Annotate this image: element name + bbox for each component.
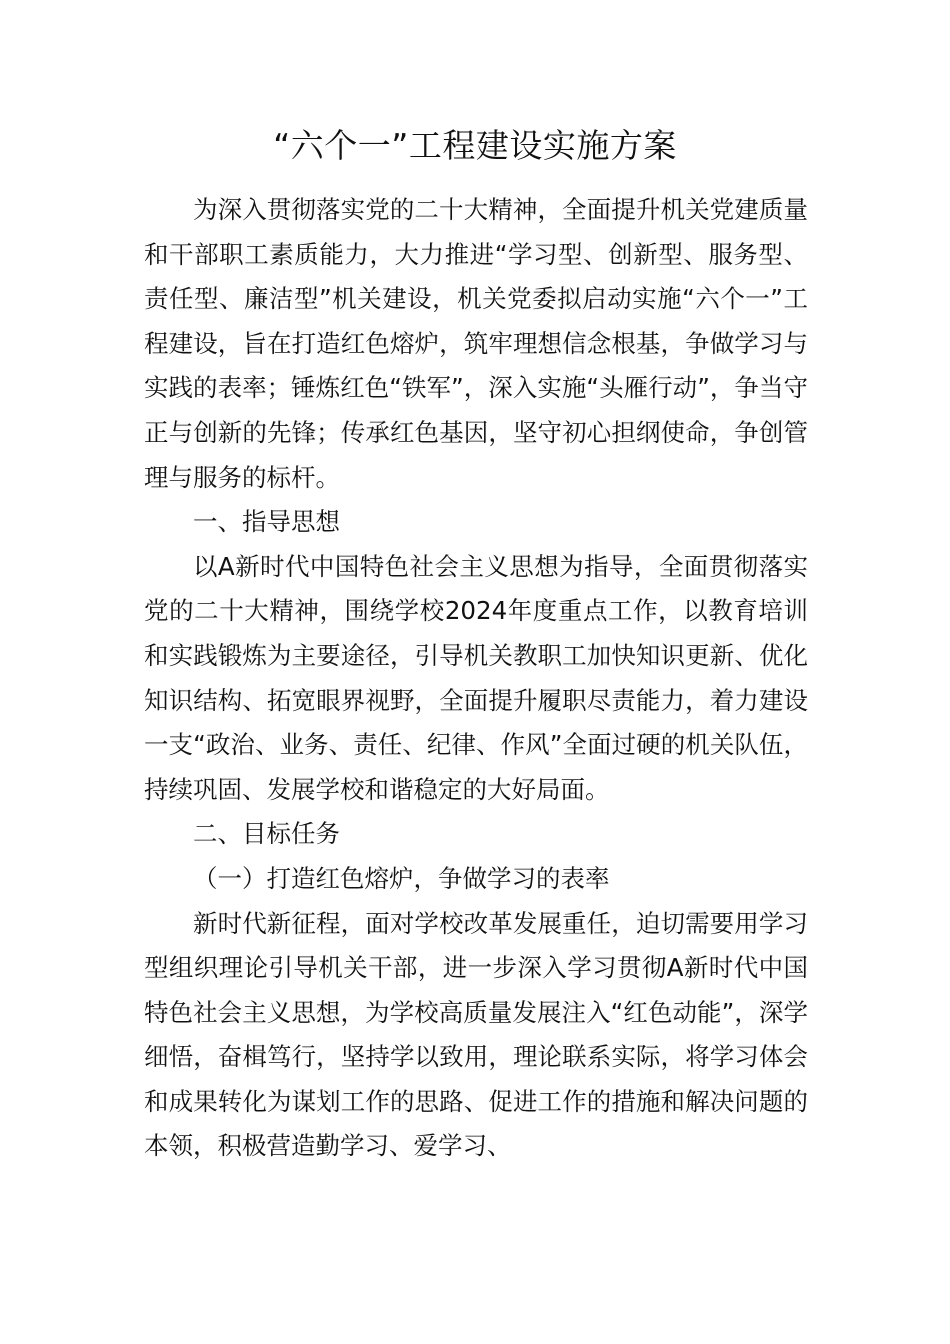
guiding-ideology-paragraph: 以A新时代中国特色社会主义思想为指导，全面贯彻落实党的二十大精神，围绕学校2024年度重点工作，以教育培训和实践锻炼为主要途径，引导机关教职工加快知识更新、优化知识结构、拓宽眼界视野，全面提升履职尽责能力，着力建设一支“政治、业务、责任、纪律、作风”全面过硬的机关队伍，持续巩固、发展学校和谐稳定的大好局面。 [144, 551, 808, 804]
intro-paragraph: 为深入贯彻落实党的二十大精神，全面提升机关党建质量和干部职工素质能力，大力推进“学习型、创新型、服务型、责任型、廉洁型”机关建设，机关党委拟启动实施“六个一”工程建设，旨在打造红色熔炉，筑牢理想信念根基，争做学习与实践的表率；锤炼红色“铁军”，深入实施“头雁行动”，争当守正与创新的先锋；传承红色基因，坚守初心担纲使命，争创管理与服务的标杆。 [144, 195, 808, 492]
document-body [144, 188, 808, 1169]
document-title: “六个一”工程建设实施方案 [273, 126, 677, 165]
section-heading-goals-tasks: 二、目标任务 [193, 819, 340, 849]
red-furnace-paragraph: 新时代新征程，面对学校改革发展重任，迫切需要用学习型组织理论引导机关干部，进一步深入学习贯彻A新时代中国特色社会主义思想，为学校高质量发展注入“红色动能”，深学细悟，奋楫笃行，坚持学以致用，理论联系实际，将学习体会和成果转化为谋划工作的思路、促进工作的措施和解决问题的本领，积极营造勤学习、爱学习、 [144, 908, 808, 1161]
subsection-heading-red-furnace: （一）打造红色熔炉，争做学习的表率 [193, 863, 610, 893]
section-heading-guiding-ideology: 一、指导思想 [193, 507, 340, 537]
